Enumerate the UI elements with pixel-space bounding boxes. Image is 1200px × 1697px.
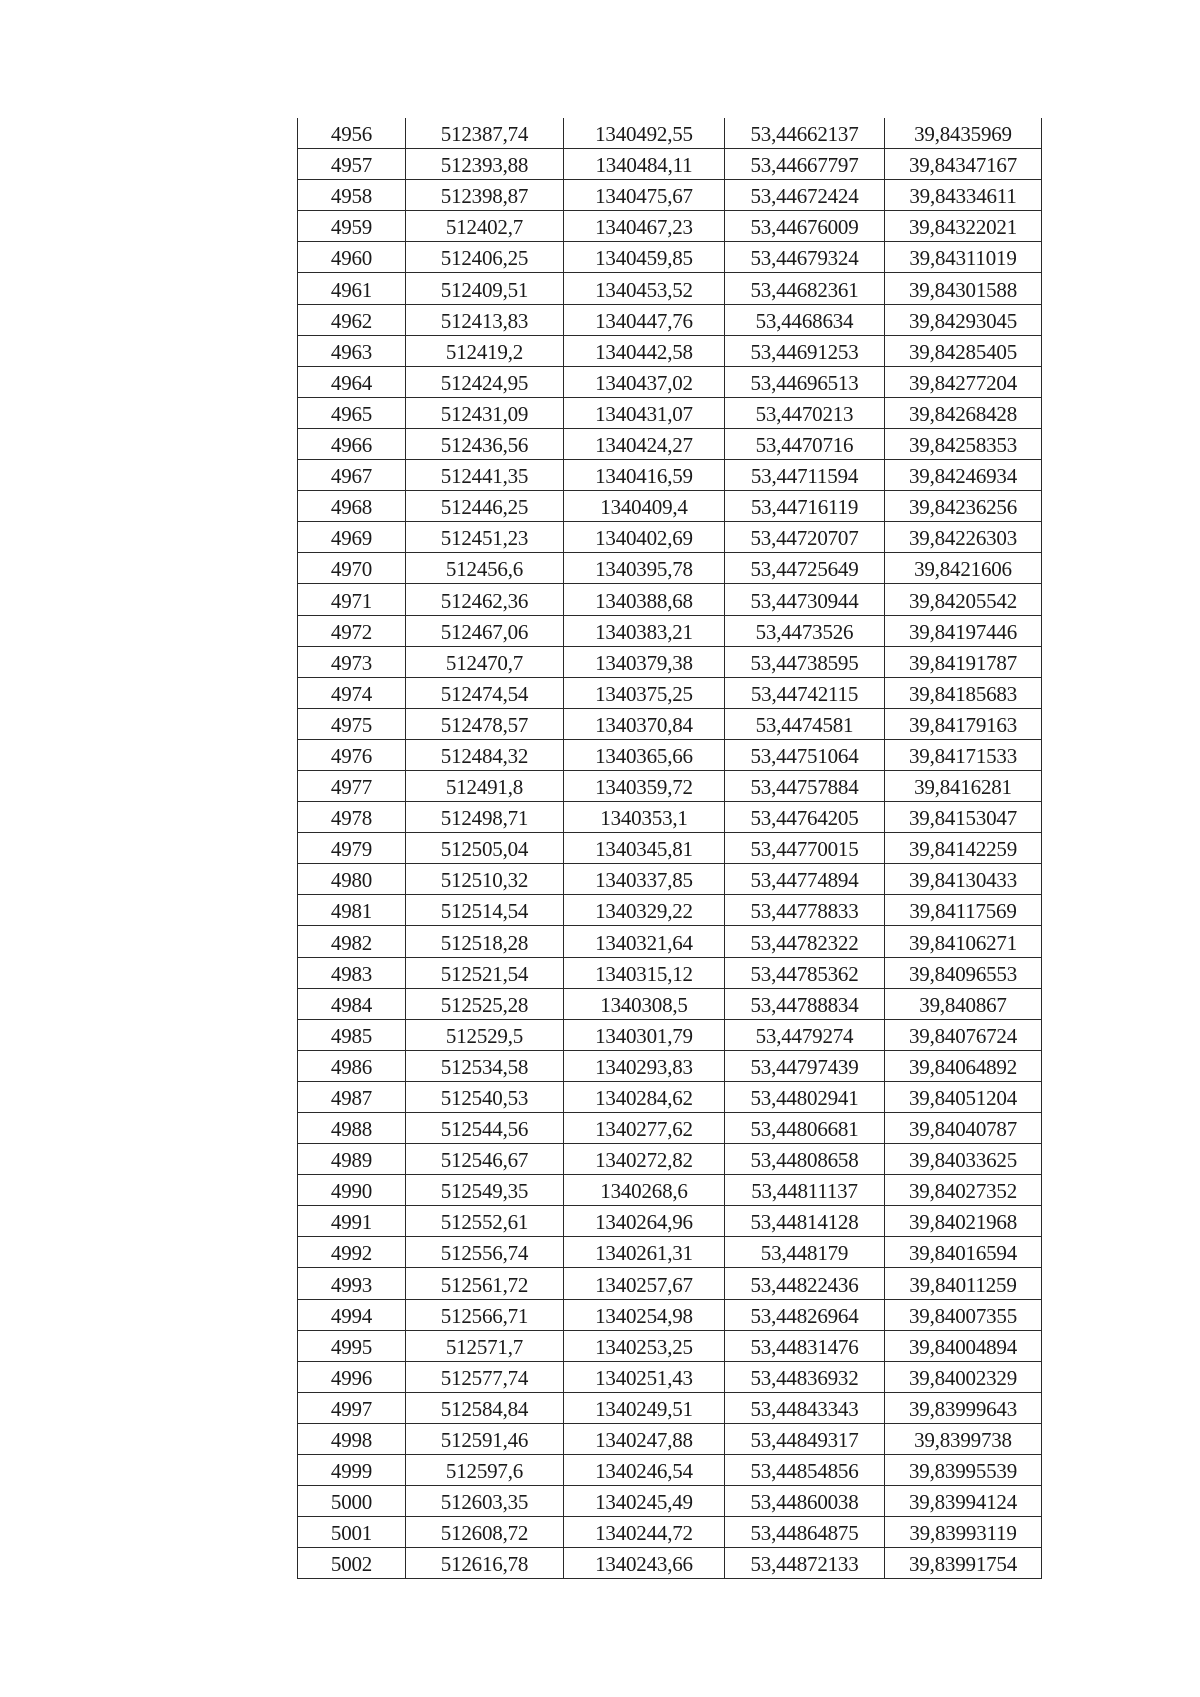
- latitude-cell: 53,44691253: [725, 335, 885, 366]
- point-number-cell: 4961: [298, 273, 406, 304]
- coordinates-table-body: [298, 118, 1042, 1579]
- point-number-cell: 4984: [298, 988, 406, 1019]
- y-coordinate-cell: 1340247,88: [564, 1423, 725, 1454]
- latitude-cell: 53,44730944: [725, 584, 885, 615]
- point-number-cell: 4988: [298, 1113, 406, 1144]
- y-coordinate-cell: 1340345,81: [564, 833, 725, 864]
- longitude-cell: 39,84179163: [885, 708, 1042, 739]
- point-number-cell: 4963: [298, 335, 406, 366]
- point-number-cell: 4957: [298, 149, 406, 180]
- table-row: [298, 1548, 1042, 1579]
- y-coordinate-cell: 1340492,55: [564, 118, 725, 149]
- y-coordinate-cell: 1340257,67: [564, 1268, 725, 1299]
- point-number-cell: 4971: [298, 584, 406, 615]
- table-row: [298, 1517, 1042, 1548]
- x-coordinate-cell: 512484,32: [406, 739, 564, 770]
- point-number-cell: 4973: [298, 646, 406, 677]
- y-coordinate-cell: 1340315,12: [564, 957, 725, 988]
- table-row: [298, 677, 1042, 708]
- point-number-cell: 4986: [298, 1050, 406, 1081]
- y-coordinate-cell: 1340484,11: [564, 149, 725, 180]
- x-coordinate-cell: 512603,35: [406, 1486, 564, 1517]
- x-coordinate-cell: 512549,35: [406, 1175, 564, 1206]
- longitude-cell: 39,84185683: [885, 677, 1042, 708]
- table-row: [298, 1237, 1042, 1268]
- longitude-cell: 39,84021968: [885, 1206, 1042, 1237]
- y-coordinate-cell: 1340353,1: [564, 802, 725, 833]
- y-coordinate-cell: 1340254,98: [564, 1299, 725, 1330]
- longitude-cell: 39,84007355: [885, 1299, 1042, 1330]
- longitude-cell: 39,8399738: [885, 1423, 1042, 1454]
- latitude-cell: 53,44774894: [725, 864, 885, 895]
- latitude-cell: 53,44738595: [725, 646, 885, 677]
- longitude-cell: 39,84016594: [885, 1237, 1042, 1268]
- y-coordinate-cell: 1340245,49: [564, 1486, 725, 1517]
- table-row: [298, 211, 1042, 242]
- table-row: [298, 304, 1042, 335]
- longitude-cell: 39,84051204: [885, 1081, 1042, 1112]
- point-number-cell: 4965: [298, 397, 406, 428]
- table-row: [298, 1206, 1042, 1237]
- latitude-cell: 53,44770015: [725, 833, 885, 864]
- longitude-cell: 39,84301588: [885, 273, 1042, 304]
- latitude-cell: 53,44802941: [725, 1081, 885, 1112]
- longitude-cell: 39,84347167: [885, 149, 1042, 180]
- latitude-cell: 53,44826964: [725, 1299, 885, 1330]
- x-coordinate-cell: 512456,6: [406, 553, 564, 584]
- table-row: [298, 988, 1042, 1019]
- x-coordinate-cell: 512446,25: [406, 491, 564, 522]
- point-number-cell: 4980: [298, 864, 406, 895]
- table-row: [298, 770, 1042, 801]
- point-number-cell: 5000: [298, 1486, 406, 1517]
- latitude-cell: 53,44814128: [725, 1206, 885, 1237]
- table-row: [298, 1330, 1042, 1361]
- y-coordinate-cell: 1340409,4: [564, 491, 725, 522]
- table-row: [298, 1081, 1042, 1112]
- table-row: [298, 149, 1042, 180]
- y-coordinate-cell: 1340261,31: [564, 1237, 725, 1268]
- x-coordinate-cell: 512431,09: [406, 397, 564, 428]
- latitude-cell: 53,4474581: [725, 708, 885, 739]
- table-row: [298, 1455, 1042, 1486]
- latitude-cell: 53,44725649: [725, 553, 885, 584]
- longitude-cell: 39,84076724: [885, 1019, 1042, 1050]
- longitude-cell: 39,84142259: [885, 833, 1042, 864]
- longitude-cell: 39,8416281: [885, 770, 1042, 801]
- x-coordinate-cell: 512525,28: [406, 988, 564, 1019]
- x-coordinate-cell: 512571,7: [406, 1330, 564, 1361]
- y-coordinate-cell: 1340293,83: [564, 1050, 725, 1081]
- table-row: [298, 1299, 1042, 1330]
- longitude-cell: 39,84277204: [885, 366, 1042, 397]
- point-number-cell: 4994: [298, 1299, 406, 1330]
- x-coordinate-cell: 512534,58: [406, 1050, 564, 1081]
- y-coordinate-cell: 1340431,07: [564, 397, 725, 428]
- y-coordinate-cell: 1340395,78: [564, 553, 725, 584]
- table-row: [298, 833, 1042, 864]
- y-coordinate-cell: 1340383,21: [564, 615, 725, 646]
- y-coordinate-cell: 1340416,59: [564, 460, 725, 491]
- table-row: [298, 615, 1042, 646]
- latitude-cell: 53,44667797: [725, 149, 885, 180]
- table-row: [298, 1423, 1042, 1454]
- latitude-cell: 53,44682361: [725, 273, 885, 304]
- y-coordinate-cell: 1340475,67: [564, 180, 725, 211]
- longitude-cell: 39,84197446: [885, 615, 1042, 646]
- longitude-cell: 39,84153047: [885, 802, 1042, 833]
- latitude-cell: 53,4473526: [725, 615, 885, 646]
- table-row: [298, 739, 1042, 770]
- y-coordinate-cell: 1340375,25: [564, 677, 725, 708]
- longitude-cell: 39,84171533: [885, 739, 1042, 770]
- x-coordinate-cell: 512424,95: [406, 366, 564, 397]
- latitude-cell: 53,44822436: [725, 1268, 885, 1299]
- point-number-cell: 4993: [298, 1268, 406, 1299]
- latitude-cell: 53,44860038: [725, 1486, 885, 1517]
- x-coordinate-cell: 512616,78: [406, 1548, 564, 1579]
- point-number-cell: 4969: [298, 522, 406, 553]
- table-row: [298, 1050, 1042, 1081]
- longitude-cell: 39,8435969: [885, 118, 1042, 149]
- latitude-cell: 53,44843343: [725, 1392, 885, 1423]
- point-number-cell: 4982: [298, 926, 406, 957]
- table-row: [298, 118, 1042, 149]
- longitude-cell: 39,84311019: [885, 242, 1042, 273]
- point-number-cell: 4987: [298, 1081, 406, 1112]
- table-row: [298, 957, 1042, 988]
- y-coordinate-cell: 1340272,82: [564, 1144, 725, 1175]
- latitude-cell: 53,44806681: [725, 1113, 885, 1144]
- y-coordinate-cell: 1340301,79: [564, 1019, 725, 1050]
- y-coordinate-cell: 1340467,23: [564, 211, 725, 242]
- longitude-cell: 39,83995539: [885, 1455, 1042, 1486]
- latitude-cell: 53,4479274: [725, 1019, 885, 1050]
- latitude-cell: 53,4470716: [725, 428, 885, 459]
- table-row: [298, 273, 1042, 304]
- point-number-cell: 5001: [298, 1517, 406, 1548]
- x-coordinate-cell: 512540,53: [406, 1081, 564, 1112]
- latitude-cell: 53,44764205: [725, 802, 885, 833]
- table-row: [298, 366, 1042, 397]
- x-coordinate-cell: 512505,04: [406, 833, 564, 864]
- x-coordinate-cell: 512413,83: [406, 304, 564, 335]
- table-row: [298, 460, 1042, 491]
- latitude-cell: 53,44679324: [725, 242, 885, 273]
- x-coordinate-cell: 512529,5: [406, 1019, 564, 1050]
- point-number-cell: 4979: [298, 833, 406, 864]
- table-row: [298, 428, 1042, 459]
- point-number-cell: 4956: [298, 118, 406, 149]
- table-row: [298, 926, 1042, 957]
- latitude-cell: 53,44811137: [725, 1175, 885, 1206]
- y-coordinate-cell: 1340388,68: [564, 584, 725, 615]
- y-coordinate-cell: 1340249,51: [564, 1392, 725, 1423]
- latitude-cell: 53,4468634: [725, 304, 885, 335]
- table-row: [298, 584, 1042, 615]
- point-number-cell: 4978: [298, 802, 406, 833]
- x-coordinate-cell: 512544,56: [406, 1113, 564, 1144]
- x-coordinate-cell: 512474,54: [406, 677, 564, 708]
- latitude-cell: 53,44785362: [725, 957, 885, 988]
- point-number-cell: 4997: [298, 1392, 406, 1423]
- point-number-cell: 4972: [298, 615, 406, 646]
- latitude-cell: 53,44836932: [725, 1361, 885, 1392]
- longitude-cell: 39,84011259: [885, 1268, 1042, 1299]
- x-coordinate-cell: 512556,74: [406, 1237, 564, 1268]
- latitude-cell: 53,44854856: [725, 1455, 885, 1486]
- x-coordinate-cell: 512608,72: [406, 1517, 564, 1548]
- x-coordinate-cell: 512470,7: [406, 646, 564, 677]
- x-coordinate-cell: 512406,25: [406, 242, 564, 273]
- x-coordinate-cell: 512409,51: [406, 273, 564, 304]
- latitude-cell: 53,44831476: [725, 1330, 885, 1361]
- x-coordinate-cell: 512597,6: [406, 1455, 564, 1486]
- table-row: [298, 522, 1042, 553]
- table-row: [298, 180, 1042, 211]
- point-number-cell: 4966: [298, 428, 406, 459]
- longitude-cell: 39,84096553: [885, 957, 1042, 988]
- x-coordinate-cell: 512398,87: [406, 180, 564, 211]
- x-coordinate-cell: 512561,72: [406, 1268, 564, 1299]
- latitude-cell: 53,44849317: [725, 1423, 885, 1454]
- latitude-cell: 53,44672424: [725, 180, 885, 211]
- latitude-cell: 53,44676009: [725, 211, 885, 242]
- x-coordinate-cell: 512566,71: [406, 1299, 564, 1330]
- longitude-cell: 39,84033625: [885, 1144, 1042, 1175]
- longitude-cell: 39,84040787: [885, 1113, 1042, 1144]
- x-coordinate-cell: 512591,46: [406, 1423, 564, 1454]
- table-row: [298, 1144, 1042, 1175]
- table-row: [298, 335, 1042, 366]
- point-number-cell: 4970: [298, 553, 406, 584]
- latitude-cell: 53,44808658: [725, 1144, 885, 1175]
- longitude-cell: 39,8421606: [885, 553, 1042, 584]
- point-number-cell: 4983: [298, 957, 406, 988]
- table-row: [298, 1486, 1042, 1517]
- x-coordinate-cell: 512491,8: [406, 770, 564, 801]
- latitude-cell: 53,44751064: [725, 739, 885, 770]
- y-coordinate-cell: 1340437,02: [564, 366, 725, 397]
- y-coordinate-cell: 1340453,52: [564, 273, 725, 304]
- point-number-cell: 4976: [298, 739, 406, 770]
- longitude-cell: 39,84293045: [885, 304, 1042, 335]
- y-coordinate-cell: 1340424,27: [564, 428, 725, 459]
- x-coordinate-cell: 512462,36: [406, 584, 564, 615]
- latitude-cell: 53,448179: [725, 1237, 885, 1268]
- latitude-cell: 53,44797439: [725, 1050, 885, 1081]
- y-coordinate-cell: 1340244,72: [564, 1517, 725, 1548]
- table-row: [298, 646, 1042, 677]
- y-coordinate-cell: 1340447,76: [564, 304, 725, 335]
- x-coordinate-cell: 512393,88: [406, 149, 564, 180]
- longitude-cell: 39,84246934: [885, 460, 1042, 491]
- table-row: [298, 1113, 1042, 1144]
- x-coordinate-cell: 512467,06: [406, 615, 564, 646]
- longitude-cell: 39,840867: [885, 988, 1042, 1019]
- longitude-cell: 39,84334611: [885, 180, 1042, 211]
- y-coordinate-cell: 1340253,25: [564, 1330, 725, 1361]
- point-number-cell: 4981: [298, 895, 406, 926]
- longitude-cell: 39,83999643: [885, 1392, 1042, 1423]
- point-number-cell: 4998: [298, 1423, 406, 1454]
- point-number-cell: 4964: [298, 366, 406, 397]
- latitude-cell: 53,44720707: [725, 522, 885, 553]
- y-coordinate-cell: 1340365,66: [564, 739, 725, 770]
- point-number-cell: 5002: [298, 1548, 406, 1579]
- x-coordinate-cell: 512546,67: [406, 1144, 564, 1175]
- table-row: [298, 242, 1042, 273]
- point-number-cell: 4989: [298, 1144, 406, 1175]
- latitude-cell: 53,44782322: [725, 926, 885, 957]
- table-row: [298, 895, 1042, 926]
- latitude-cell: 53,44872133: [725, 1548, 885, 1579]
- x-coordinate-cell: 512402,7: [406, 211, 564, 242]
- point-number-cell: 4999: [298, 1455, 406, 1486]
- table-row: [298, 491, 1042, 522]
- latitude-cell: 53,44716119: [725, 491, 885, 522]
- longitude-cell: 39,84027352: [885, 1175, 1042, 1206]
- longitude-cell: 39,83993119: [885, 1517, 1042, 1548]
- latitude-cell: 53,44864875: [725, 1517, 885, 1548]
- table-row: [298, 1268, 1042, 1299]
- latitude-cell: 53,44778833: [725, 895, 885, 926]
- table-row: [298, 553, 1042, 584]
- longitude-cell: 39,84205542: [885, 584, 1042, 615]
- y-coordinate-cell: 1340359,72: [564, 770, 725, 801]
- point-number-cell: 4992: [298, 1237, 406, 1268]
- y-coordinate-cell: 1340459,85: [564, 242, 725, 273]
- point-number-cell: 4968: [298, 491, 406, 522]
- x-coordinate-cell: 512577,74: [406, 1361, 564, 1392]
- y-coordinate-cell: 1340329,22: [564, 895, 725, 926]
- latitude-cell: 53,4470213: [725, 397, 885, 428]
- x-coordinate-cell: 512584,84: [406, 1392, 564, 1423]
- point-number-cell: 4960: [298, 242, 406, 273]
- y-coordinate-cell: 1340379,38: [564, 646, 725, 677]
- x-coordinate-cell: 512478,57: [406, 708, 564, 739]
- longitude-cell: 39,83994124: [885, 1486, 1042, 1517]
- longitude-cell: 39,84226303: [885, 522, 1042, 553]
- latitude-cell: 53,44788834: [725, 988, 885, 1019]
- longitude-cell: 39,84191787: [885, 646, 1042, 677]
- point-number-cell: 4962: [298, 304, 406, 335]
- latitude-cell: 53,44757884: [725, 770, 885, 801]
- y-coordinate-cell: 1340308,5: [564, 988, 725, 1019]
- longitude-cell: 39,84002329: [885, 1361, 1042, 1392]
- y-coordinate-cell: 1340243,66: [564, 1548, 725, 1579]
- point-number-cell: 4958: [298, 180, 406, 211]
- point-number-cell: 4977: [298, 770, 406, 801]
- y-coordinate-cell: 1340246,54: [564, 1455, 725, 1486]
- longitude-cell: 39,83991754: [885, 1548, 1042, 1579]
- point-number-cell: 4990: [298, 1175, 406, 1206]
- point-number-cell: 4985: [298, 1019, 406, 1050]
- longitude-cell: 39,84130433: [885, 864, 1042, 895]
- y-coordinate-cell: 1340402,69: [564, 522, 725, 553]
- latitude-cell: 53,44662137: [725, 118, 885, 149]
- y-coordinate-cell: 1340251,43: [564, 1361, 725, 1392]
- y-coordinate-cell: 1340268,6: [564, 1175, 725, 1206]
- latitude-cell: 53,44742115: [725, 677, 885, 708]
- x-coordinate-cell: 512510,32: [406, 864, 564, 895]
- longitude-cell: 39,84064892: [885, 1050, 1042, 1081]
- table-row: [298, 397, 1042, 428]
- longitude-cell: 39,84322021: [885, 211, 1042, 242]
- x-coordinate-cell: 512552,61: [406, 1206, 564, 1237]
- table-row: [298, 708, 1042, 739]
- y-coordinate-cell: 1340264,96: [564, 1206, 725, 1237]
- x-coordinate-cell: 512441,35: [406, 460, 564, 491]
- latitude-cell: 53,44711594: [725, 460, 885, 491]
- table-row: [298, 802, 1042, 833]
- x-coordinate-cell: 512521,54: [406, 957, 564, 988]
- longitude-cell: 39,84285405: [885, 335, 1042, 366]
- x-coordinate-cell: 512419,2: [406, 335, 564, 366]
- x-coordinate-cell: 512436,56: [406, 428, 564, 459]
- x-coordinate-cell: 512518,28: [406, 926, 564, 957]
- longitude-cell: 39,84117569: [885, 895, 1042, 926]
- table-row: [298, 864, 1042, 895]
- point-number-cell: 4975: [298, 708, 406, 739]
- point-number-cell: 4967: [298, 460, 406, 491]
- latitude-cell: 53,44696513: [725, 366, 885, 397]
- point-number-cell: 4991: [298, 1206, 406, 1237]
- point-number-cell: 4996: [298, 1361, 406, 1392]
- longitude-cell: 39,84106271: [885, 926, 1042, 957]
- x-coordinate-cell: 512387,74: [406, 118, 564, 149]
- x-coordinate-cell: 512498,71: [406, 802, 564, 833]
- table-row: [298, 1019, 1042, 1050]
- y-coordinate-cell: 1340442,58: [564, 335, 725, 366]
- point-number-cell: 4995: [298, 1330, 406, 1361]
- y-coordinate-cell: 1340321,64: [564, 926, 725, 957]
- table-row: [298, 1361, 1042, 1392]
- longitude-cell: 39,84236256: [885, 491, 1042, 522]
- table-row: [298, 1175, 1042, 1206]
- x-coordinate-cell: 512451,23: [406, 522, 564, 553]
- longitude-cell: 39,84258353: [885, 428, 1042, 459]
- point-number-cell: 4959: [298, 211, 406, 242]
- point-number-cell: 4974: [298, 677, 406, 708]
- y-coordinate-cell: 1340337,85: [564, 864, 725, 895]
- table-row: [298, 1392, 1042, 1423]
- y-coordinate-cell: 1340284,62: [564, 1081, 725, 1112]
- longitude-cell: 39,84268428: [885, 397, 1042, 428]
- coordinates-table: [297, 118, 1042, 1579]
- y-coordinate-cell: 1340370,84: [564, 708, 725, 739]
- longitude-cell: 39,84004894: [885, 1330, 1042, 1361]
- y-coordinate-cell: 1340277,62: [564, 1113, 725, 1144]
- x-coordinate-cell: 512514,54: [406, 895, 564, 926]
